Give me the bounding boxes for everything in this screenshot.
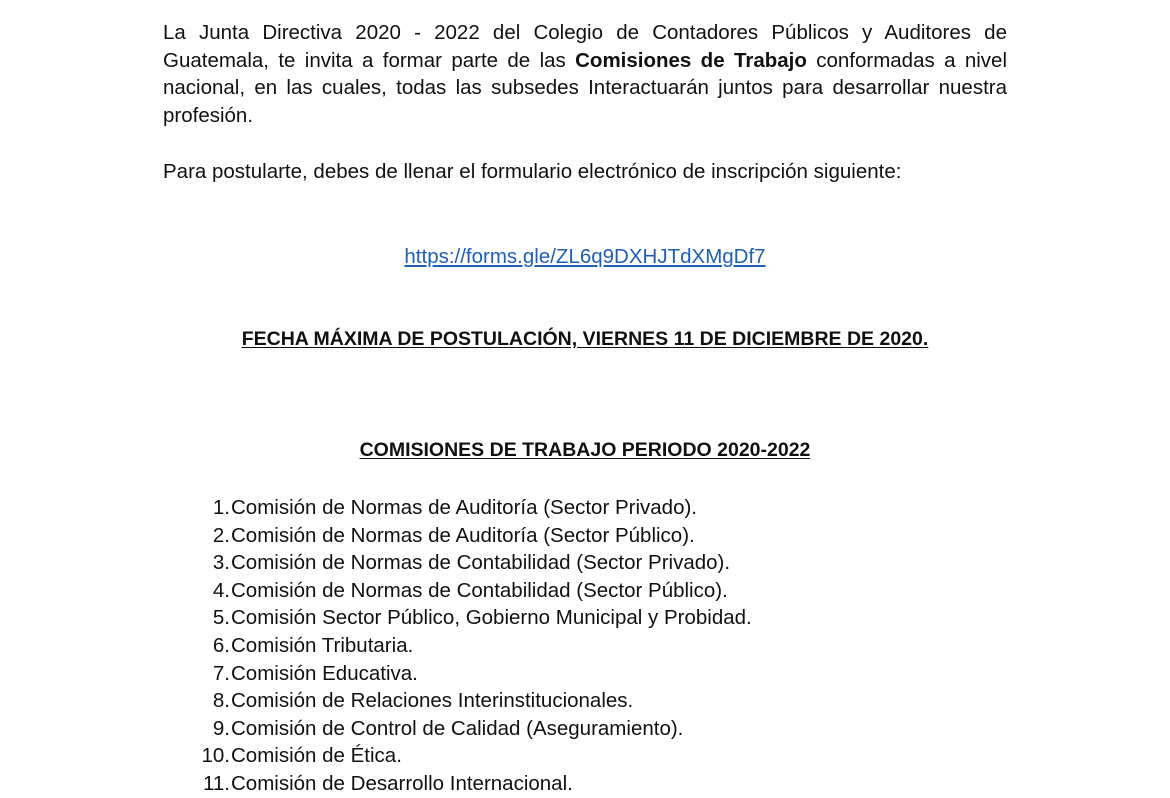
intro-paragraph (163, 19, 1007, 129)
list-item-label: Comisión de Normas de Contabilidad (Sector Público). (231, 578, 728, 602)
list-item (190, 549, 752, 577)
list-item (190, 742, 752, 770)
list-item-number: 4. (212, 578, 230, 602)
intro-text-end: conformadas a nivel nacional, en las cuales, todas las subsedes Interactuarán juntos para desarrollar nuestra profesión. (163, 48, 1008, 127)
list-item-number: 11. (203, 771, 230, 795)
list-item-number: 5. (212, 606, 230, 630)
list-item-label: Comisión de Control de Calidad (Aseguramiento). (231, 716, 684, 740)
list-item-label: Comisión de Normas de Auditoría (Sector Público). (231, 523, 695, 547)
list-item (190, 522, 752, 550)
list-item-number: 6. (212, 633, 230, 657)
list-item-label: Comisión de Normas de Auditoría (Sector Privado). (231, 496, 698, 519)
list-item-label: Comisión de Ética. (231, 744, 402, 768)
list-item-label: Comisión de Relaciones Interinstitucionales. (231, 689, 634, 713)
list-item-label: Comisión Tributaria. (231, 633, 414, 657)
list-item-label: Comisión de Desarrollo Internacional. (231, 771, 573, 795)
list-item (190, 494, 752, 522)
form-link-container (0, 243, 1170, 271)
list-item-number: 1. (212, 496, 230, 519)
list-item-number: 7. (212, 661, 230, 685)
list-item (190, 604, 752, 632)
apply-instructions: Para postularte, debes de llenar el formulario electrónico de inscripción siguiente: (163, 160, 902, 183)
list-item-label: Comisión Sector Público, Gobierno Municipal y Probidad. (231, 606, 752, 630)
list-item (190, 770, 752, 798)
list-item (190, 715, 752, 743)
list-item-number: 3. (212, 551, 230, 575)
deadline-heading: FECHA MÁXIMA DE POSTULACIÓN, VIERNES 11 DE DICIEMBRE DE 2020. (241, 328, 929, 350)
list-item-number: 8. (212, 689, 230, 713)
list-item (190, 687, 752, 715)
commissions-title: COMISIONES DE TRABAJO PERIODO 2020-2022 (359, 439, 811, 461)
list-item (190, 660, 752, 688)
commissions-list (190, 494, 752, 798)
list-item (190, 577, 752, 605)
list-item-number: 9. (212, 716, 230, 740)
list-item-label: Comisión Educativa. (231, 661, 418, 685)
list-item-label: Comisión de Normas de Contabilidad (Sector Privado). (231, 551, 731, 575)
intro-bold-comisiones: Comisiones de Trabajo (575, 48, 807, 72)
form-link[interactable]: https://forms.gle/ZL6q9DXHJTdXMgDf7 (404, 245, 766, 268)
list-item-number: 2. (212, 523, 230, 547)
list-item (190, 632, 752, 660)
list-item-number: 10. (201, 744, 230, 768)
intro-text-start: La Junta Directiva 2020 - 2022 del Colegio de Contadores Públicos y Auditores de Guatemala, te invita a formar parte de las (163, 21, 1007, 72)
